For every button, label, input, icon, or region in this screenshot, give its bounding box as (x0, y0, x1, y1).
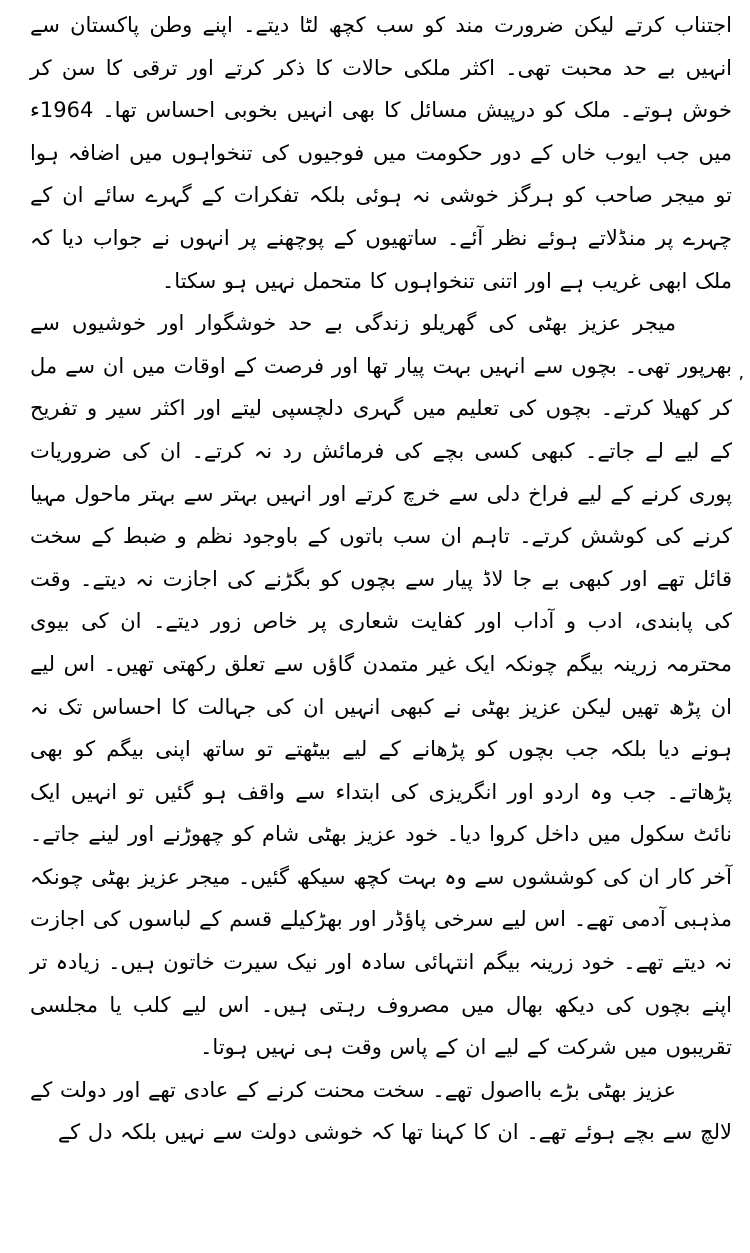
paragraph-2: میجر عزیز بھٹی کی گھریلو زندگی بے حد خوشگوار اور خوشیوں سے بھرپور تھی۔ بچوں سے انہیں بہت پیار تھا اور فرصت کے اوقات میں ان سے مل کر کھیلا کرتے۔ بچوں کی تعلیم میں گہری دلچسپی لیتے اور اکثر سیر و تفریح کے لیے لے جاتے۔ کبھی کسی بچے کی فرمائش رد نہ کرتے۔ ان کی ضروریات پوری کرنے کے لیے فراخ دلی سے خرچ کرتے اور انہیں بہتر سے بہتر ماحول مہیا کرنے کی کوشش کرتے۔ تاہم ان سب باتوں کے باوجود نظم و ضبط کے سخت قائل تھے اور کبھی بے جا لاڈ پیار سے بچوں کو بگڑنے کی اجازت نہ دیتے۔ وقت کی پابندی، ادب و آداب اور کفایت شعاری پر خاص زور دیتے۔ ان کی بیوی محترمہ زرینہ بیگم چونکہ ایک غیر متمدن گاؤں سے تعلق رکھتی تھیں۔ اس لیے ان پڑھ تھیں لیکن عزیز بھٹی نے کبھی انہیں ان کی جہالت کا احساس تک نہ ہونے دیا بلکہ جب بچوں کو پڑھانے کے لیے بیٹھتے تو ساتھ اپنی بیگم کو بھی پڑھاتے۔ جب وہ اردو اور انگریزی کی ابتداء سے واقف ہو گئیں تو انہیں ایک نائٹ سکول میں داخل کروا دیا۔ خود عزیز بھٹی شام کو چھوڑنے اور لینے جاتے۔ آخر کار ان کی کوششوں سے وہ بہت کچھ سیکھ گئیں۔ میجر عزیز بھٹی چونکہ مذہبی آدمی تھے۔ اس لیے سرخی پاؤڈر اور بھڑکیلے قسم کے لباسوں کی اجازت نہ دیتے تھے۔ خود زرینہ بیگم انتہائی سادہ اور نیک سیرت خاتون ہیں۔ زیادہ تر اپنے بچوں کی دیکھ بھال میں مصروف رہتی ہیں۔ اس لیے کلب یا مجلسی تقریبوں میں شرکت کے لیے ان کے پاس وقت ہی نہیں ہوتا۔ (30, 311, 732, 1060)
paragraph-1: اجتناب کرتے لیکن ضرورت مند کو سب کچھ لٹا دیتے۔ اپنے وطن پاکستان سے انہیں بے حد محبت تھی۔ اکثر ملکی حالات کا ذکر کرتے اور ترقی کا سن کر خوش ہوتے۔ ملک کو درپیش مسائل کا بھی انہیں بخوبی احساس تھا۔ 1964ء میں جب ایوب خاں کے دور حکومت میں فوجیوں کی تنخواہوں میں اضافہ ہوا تو میجر صاحب کو ہرگز خوشی نہ ہوئی بلکہ تفکرات کے گہرے سائے ان کے چہرے پر منڈلاتے ہوئے نظر آئے۔ ساتھیوں کے پوچھنے پر انہوں نے جواب دیا کہ ملک ابھی غریب ہے اور اتنی تنخواہوں کا متحمل نہیں ہو سکتا۔ (30, 13, 732, 293)
margin-mark: ’ (738, 373, 744, 394)
paragraph-3: عزیز بھٹی بڑے بااصول تھے۔ سخت محنت کرنے کے عادی تھے اور دولت کے لالچ سے بچے ہوئے تھے۔ ان کا کہنا تھا کہ خوشی دولت سے نہیں بلکہ دل کے (30, 1077, 732, 1145)
